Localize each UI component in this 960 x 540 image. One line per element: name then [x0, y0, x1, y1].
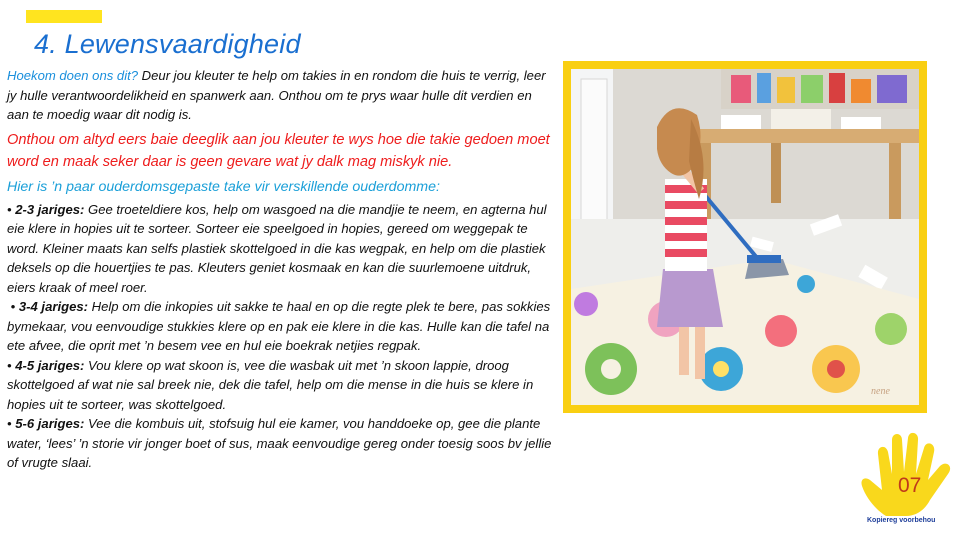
age-text: Vee die kombuis uit, stofsuig hul eie kamer, vou handdoeke op, gee die plante water, ‘lees’ ’n storie vir jonger boet of sus, maak eenvoudige gereg onder toesig soos bv jellie of vrugte slaai.: [7, 416, 552, 471]
photo-frame: [563, 61, 927, 413]
intro-paragraph: [7, 66, 552, 125]
yellow-hand-icon: [858, 430, 958, 516]
age-group-4-5: [7, 356, 552, 415]
bullet: •: [7, 416, 16, 432]
bullet: •: [7, 299, 19, 315]
age-group-3-4: [7, 297, 552, 356]
bullet: •: [7, 201, 16, 217]
bullet: •: [7, 357, 16, 373]
accent-bar: [26, 10, 102, 23]
age-label: 4-5 jariges:: [15, 357, 85, 373]
age-text: Vou klere op wat skoon is, vee die wasbak uit met ’n skoon lappie, droog skottelgoed af wat nie sal breek nie, dek die tafel, help om die mense in die huis se klere in hopies uit te sorteer, was skottelgoed.: [7, 357, 534, 412]
age-group-5-6: [7, 414, 552, 473]
intro-question: Hoekom doen ons dit?: [7, 68, 139, 83]
copyright-notice: Kopiereg voorbehou: [867, 517, 936, 524]
page-title: 4. Lewensvaardigheid: [34, 29, 301, 59]
age-label: 3-4 jariges:: [18, 299, 89, 315]
page-number: 07: [898, 474, 922, 497]
age-text: Gee troeteldiere kos, help om wasgoed na die mandjie te neem, en agterna hul eie klere in hopies uit te sorteer. Sorteer eie speelgoed in hopies, gereed om weggepak te word. Kleiner maats kan selfs plastiek skottelgoed in die kas wegpak, en help om die plastiek deksels op die houertjies te pas. Kleuters geniet kosmaak en kan die suurlemoene uitdruk, eiers kraak of meel roer.: [7, 201, 547, 295]
age-label: 2-3 jariges:: [15, 201, 85, 217]
girl-sweeping-photo: [571, 69, 919, 405]
age-text: Help om die inkopies uit sakke te haal en op die regte plek te bere, pas sokkies bymekaar, vou eenvoudige stukkies klere op en pak eie klere in die kas. Hulle kan die tafel na ete afvee, die oprit met ’n besem vee en hul eie boekrak netjies regpak.: [7, 299, 551, 354]
svg-text:nene: nene: [871, 386, 890, 397]
intro-text: Deur jou kleuter te help om takies in en rondom die huis te verrig, leer jy hulle verantwoordelikheid en spanwerk aan. Onthou om te prys waar hulle dit verdien en aan te moedig waar dit nodig is.: [7, 68, 546, 122]
age-group-2-3: [7, 200, 552, 298]
content-column: [7, 66, 552, 473]
warning-paragraph: Onthou om altyd eers baie deeglik aan jou kleuter te wys hoe die takie gedoen moet word en maak seker daar is geen gevare wat jy dalk mag miskyk nie.: [7, 131, 550, 170]
age-label: 5-6 jariges:: [15, 416, 85, 432]
age-heading: Hier is ’n paar ouderdomsgepaste take vir verskillende ouderdomme:: [7, 179, 440, 196]
